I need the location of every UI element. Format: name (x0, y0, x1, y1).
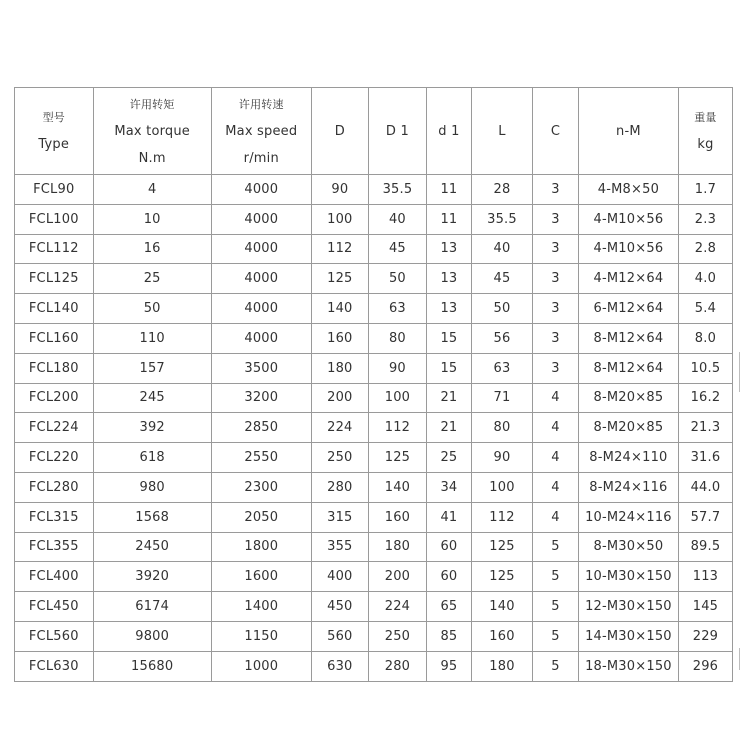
table-cell: 180 (368, 532, 426, 562)
table-cell: 4 (533, 413, 579, 443)
table-cell: 180 (311, 353, 368, 383)
table-cell: 31.6 (678, 443, 732, 473)
table-cell: 41 (427, 502, 472, 532)
table-cell: 8-M12×64 (578, 323, 678, 353)
column-header (471, 88, 532, 175)
table-cell: FCL630 (15, 651, 94, 681)
table-cell: 2050 (211, 502, 311, 532)
table-cell: FCL560 (15, 621, 94, 651)
table-cell: 280 (368, 651, 426, 681)
table-cell: 95 (427, 651, 472, 681)
table-cell: 3 (533, 204, 579, 234)
table-cell: FCL220 (15, 443, 94, 473)
table-row (15, 621, 733, 651)
table-cell: 140 (471, 592, 532, 622)
table-cell: 15680 (93, 651, 211, 681)
table-cell: FCL140 (15, 294, 94, 324)
table-row (15, 353, 733, 383)
table-cell: 65 (427, 592, 472, 622)
table-cell: 63 (368, 294, 426, 324)
table-cell: 8-M20×85 (578, 413, 678, 443)
table-cell: 71 (471, 383, 532, 413)
column-header (211, 88, 311, 175)
table-row (15, 175, 733, 205)
table-cell: 140 (368, 472, 426, 502)
table-row (15, 532, 733, 562)
table-cell: 4000 (211, 204, 311, 234)
table-cell: 245 (93, 383, 211, 413)
table-cell: 1600 (211, 562, 311, 592)
table-cell: 3 (533, 294, 579, 324)
table-cell: 113 (678, 562, 732, 592)
table-cell: 3 (533, 175, 579, 205)
table-cell: 125 (368, 443, 426, 473)
table-cell: 63 (471, 353, 532, 383)
header-line: r/min (243, 150, 279, 166)
table-cell: 15 (427, 323, 472, 353)
header-line: D (334, 123, 345, 139)
table-cell: 4-M10×56 (578, 204, 678, 234)
column-header (368, 88, 426, 175)
column-header (678, 88, 732, 175)
header-line: n-M (616, 123, 641, 139)
table-cell: 14-M30×150 (578, 621, 678, 651)
table-cell: 3500 (211, 353, 311, 383)
table-cell: 13 (427, 264, 472, 294)
coupling-spec-table (14, 87, 733, 682)
table-cell: 90 (311, 175, 368, 205)
table-cell: 4 (533, 472, 579, 502)
table-cell: 224 (311, 413, 368, 443)
column-header (533, 88, 579, 175)
column-header (427, 88, 472, 175)
table-cell: 3 (533, 323, 579, 353)
table-row (15, 472, 733, 502)
table-cell: 11 (427, 204, 472, 234)
header-line: D 1 (385, 123, 409, 139)
table-cell: FCL400 (15, 562, 94, 592)
table-cell: 1150 (211, 621, 311, 651)
header-line: 重量 (694, 111, 717, 124)
table-cell: 45 (368, 234, 426, 264)
table-cell: 8-M12×64 (578, 353, 678, 383)
table-cell: 21 (427, 383, 472, 413)
table-cell: 5 (533, 592, 579, 622)
table-cell: 89.5 (678, 532, 732, 562)
header-line: L (498, 123, 506, 139)
table-cell: 90 (368, 353, 426, 383)
table-cell: 125 (471, 532, 532, 562)
table-cell: 4000 (211, 234, 311, 264)
header-line: d 1 (438, 123, 460, 139)
column-header (311, 88, 368, 175)
table-cell: 5 (533, 532, 579, 562)
table-cell: 4 (533, 443, 579, 473)
table-cell: 12-M30×150 (578, 592, 678, 622)
table-cell: 4-M12×64 (578, 264, 678, 294)
table-cell: 15 (427, 353, 472, 383)
table-body (15, 175, 733, 682)
table-cell: 355 (311, 532, 368, 562)
table-cell: 4-M8×50 (578, 175, 678, 205)
table-cell: 618 (93, 443, 211, 473)
table-cell: 3200 (211, 383, 311, 413)
table-cell: 8-M30×50 (578, 532, 678, 562)
table-cell: 315 (311, 502, 368, 532)
header-line: 型号 (42, 111, 65, 124)
column-header (578, 88, 678, 175)
table-cell: 2850 (211, 413, 311, 443)
table-cell: 10.5 (678, 353, 732, 383)
table-cell: 21 (427, 413, 472, 443)
table-cell: 1800 (211, 532, 311, 562)
table-cell: 50 (368, 264, 426, 294)
table-cell: 4 (533, 383, 579, 413)
header-line: Max speed (225, 123, 298, 139)
table-cell: 1568 (93, 502, 211, 532)
table-row (15, 383, 733, 413)
table-cell: 10-M24×116 (578, 502, 678, 532)
table-cell: 8.0 (678, 323, 732, 353)
table-cell: 5.4 (678, 294, 732, 324)
table-cell: 1400 (211, 592, 311, 622)
table-cell: 10-M30×150 (578, 562, 678, 592)
table-cell: 1000 (211, 651, 311, 681)
table-cell: 11 (427, 175, 472, 205)
table-cell: 16.2 (678, 383, 732, 413)
table-cell: 4000 (211, 264, 311, 294)
table-cell: 5 (533, 651, 579, 681)
table-cell: 250 (368, 621, 426, 651)
table-cell: 630 (311, 651, 368, 681)
table-cell: 4-M10×56 (578, 234, 678, 264)
table-cell: FCL315 (15, 502, 94, 532)
header-line: 许用转速 (238, 97, 284, 111)
table-cell: 35.5 (368, 175, 426, 205)
table-cell: FCL112 (15, 234, 94, 264)
table-cell: 25 (93, 264, 211, 294)
table-cell: FCL160 (15, 323, 94, 353)
header-line: 许用转矩 (129, 97, 175, 111)
table-cell: 8-M24×110 (578, 443, 678, 473)
table-cell: 5 (533, 562, 579, 592)
table-cell: 5 (533, 621, 579, 651)
table-cell: 224 (368, 592, 426, 622)
table-row (15, 294, 733, 324)
table-cell: 3 (533, 264, 579, 294)
table-cell: 60 (427, 532, 472, 562)
edge-mark (739, 352, 740, 392)
table-cell: 2300 (211, 472, 311, 502)
table-cell: 160 (311, 323, 368, 353)
table-cell: 90 (471, 443, 532, 473)
table-cell: 4000 (211, 294, 311, 324)
table-cell: 4000 (211, 323, 311, 353)
table-cell: 8-M24×116 (578, 472, 678, 502)
table-cell: 392 (93, 413, 211, 443)
table-cell: FCL200 (15, 383, 94, 413)
table-cell: 112 (471, 502, 532, 532)
table-cell: 250 (311, 443, 368, 473)
table-cell: 160 (368, 502, 426, 532)
table-row (15, 264, 733, 294)
table-cell: FCL180 (15, 353, 94, 383)
table-cell: 4 (533, 502, 579, 532)
header-row (15, 88, 733, 175)
header-line: C (550, 123, 561, 139)
table-cell: 100 (471, 472, 532, 502)
table-cell: 145 (678, 592, 732, 622)
table-cell: 400 (311, 562, 368, 592)
table-cell: 25 (427, 443, 472, 473)
table-cell: 57.7 (678, 502, 732, 532)
table-cell: 2450 (93, 532, 211, 562)
header-line: Max torque (114, 123, 191, 139)
table-cell: 112 (368, 413, 426, 443)
table-cell: 50 (93, 294, 211, 324)
table-row (15, 651, 733, 681)
column-header (93, 88, 211, 175)
table-cell: 44.0 (678, 472, 732, 502)
table-cell: 110 (93, 323, 211, 353)
table-cell: 8-M20×85 (578, 383, 678, 413)
table-cell: 80 (368, 323, 426, 353)
table-cell: 18-M30×150 (578, 651, 678, 681)
table-row (15, 323, 733, 353)
table-cell: 3 (533, 234, 579, 264)
table-cell: 229 (678, 621, 732, 651)
table-cell: 6-M12×64 (578, 294, 678, 324)
table-cell: FCL355 (15, 532, 94, 562)
table-cell: 3 (533, 353, 579, 383)
table-row (15, 592, 733, 622)
table-cell: 100 (368, 383, 426, 413)
table-cell: 450 (311, 592, 368, 622)
table-cell: 157 (93, 353, 211, 383)
table-cell: 560 (311, 621, 368, 651)
table-cell: 45 (471, 264, 532, 294)
table-cell: 13 (427, 294, 472, 324)
table-cell: 296 (678, 651, 732, 681)
table-cell: 3920 (93, 562, 211, 592)
table-cell: 125 (311, 264, 368, 294)
table-cell: 200 (311, 383, 368, 413)
table-cell: 9800 (93, 621, 211, 651)
table-cell: 85 (427, 621, 472, 651)
table-row (15, 234, 733, 264)
column-header (15, 88, 94, 175)
table-cell: FCL280 (15, 472, 94, 502)
table-cell: 35.5 (471, 204, 532, 234)
table-cell: 2.3 (678, 204, 732, 234)
table-cell: 60 (427, 562, 472, 592)
table-cell: 112 (311, 234, 368, 264)
edge-mark (739, 648, 740, 670)
table-cell: 4 (93, 175, 211, 205)
table-cell: 13 (427, 234, 472, 264)
table-cell: 2550 (211, 443, 311, 473)
header-line: kg (697, 137, 714, 152)
table-cell: 28 (471, 175, 532, 205)
table-cell: FCL125 (15, 264, 94, 294)
table-row (15, 443, 733, 473)
table-cell: 6174 (93, 592, 211, 622)
table-cell: 280 (311, 472, 368, 502)
table-cell: 180 (471, 651, 532, 681)
table-cell: 10 (93, 204, 211, 234)
table-cell: 140 (311, 294, 368, 324)
table-cell: FCL100 (15, 204, 94, 234)
table-row (15, 413, 733, 443)
table-cell: 1.7 (678, 175, 732, 205)
table-cell: 40 (368, 204, 426, 234)
table-cell: 125 (471, 562, 532, 592)
header-line: N.m (138, 150, 166, 166)
table-cell: 50 (471, 294, 532, 324)
table-cell: 4000 (211, 175, 311, 205)
header-line: Type (38, 137, 70, 152)
table-cell: 100 (311, 204, 368, 234)
table-cell: FCL450 (15, 592, 94, 622)
table-cell: 980 (93, 472, 211, 502)
table-header (15, 88, 733, 175)
table-row (15, 502, 733, 532)
table-cell: 200 (368, 562, 426, 592)
table-row (15, 204, 733, 234)
table-cell: 2.8 (678, 234, 732, 264)
table-cell: 40 (471, 234, 532, 264)
table-cell: 160 (471, 621, 532, 651)
table-cell: 80 (471, 413, 532, 443)
table-row (15, 562, 733, 592)
table-cell: 21.3 (678, 413, 732, 443)
table-cell: FCL224 (15, 413, 94, 443)
table-cell: 16 (93, 234, 211, 264)
table-cell: 4.0 (678, 264, 732, 294)
table-cell: 34 (427, 472, 472, 502)
table-cell: 56 (471, 323, 532, 353)
table-cell: FCL90 (15, 175, 94, 205)
